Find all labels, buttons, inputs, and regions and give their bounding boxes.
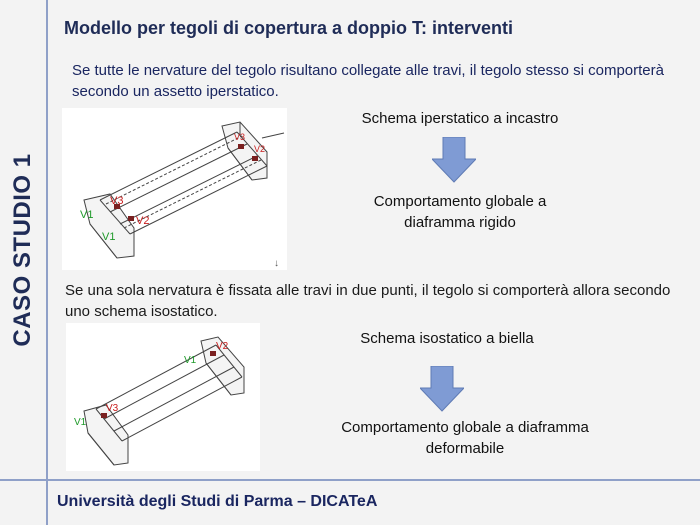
figure-isostatico — [66, 323, 260, 471]
fig1-label-v1: V1 — [80, 209, 94, 221]
sidebar — [0, 0, 46, 525]
horizontal-divider — [0, 479, 700, 481]
figure-iperstatico — [62, 108, 287, 270]
fig2-label-v2: V2 — [216, 341, 229, 352]
fig2-label-v3: V3 — [106, 403, 119, 414]
fig2-label-v1: V1 — [74, 417, 87, 428]
slide-title: Modello per tegoli di copertura a doppio T: interventi — [64, 18, 514, 38]
scheme-isostatico: Schema isostatico a biella — [360, 330, 534, 347]
down-arrow-icon-2 — [420, 366, 464, 412]
scheme-iperstatico: Schema iperstatico a incastro — [361, 110, 559, 127]
paragraph-iperstatico: Se tutte le nervature del tegolo risultano collegate alle travi, il tegolo stesso si comporterà secondo un assetto iperstatico. — [72, 62, 664, 100]
fig1-label-v3: V3 — [110, 195, 124, 207]
fig1-label-v3-right: V3 — [234, 132, 246, 142]
result-iperstatico: Comportamento globale a diaframma rigido — [373, 193, 547, 231]
footer: Università degli Studi di Parma – DICATeA — [57, 493, 378, 510]
fig1-label-v1-bottom: V1 — [102, 231, 116, 243]
result-isostatico: Comportamento globale a diaframma deformabile — [341, 419, 589, 457]
fig2-label-v1-top: V1 — [184, 355, 197, 366]
fig1-label-v2: V2 — [136, 215, 150, 227]
vertical-divider — [46, 0, 48, 525]
down-arrow-icon — [432, 137, 476, 183]
paragraph-isostatico: Se una sola nervatura è fissata alle travi in due punti, il tegolo si comporterà allora secondo uno schema isostatico. — [65, 282, 671, 320]
side-label: CASO STUDIO 1 — [9, 153, 36, 347]
fig1-label-v2-right: V2 — [254, 144, 266, 154]
small-arrow-mark: ↓ — [274, 258, 279, 269]
